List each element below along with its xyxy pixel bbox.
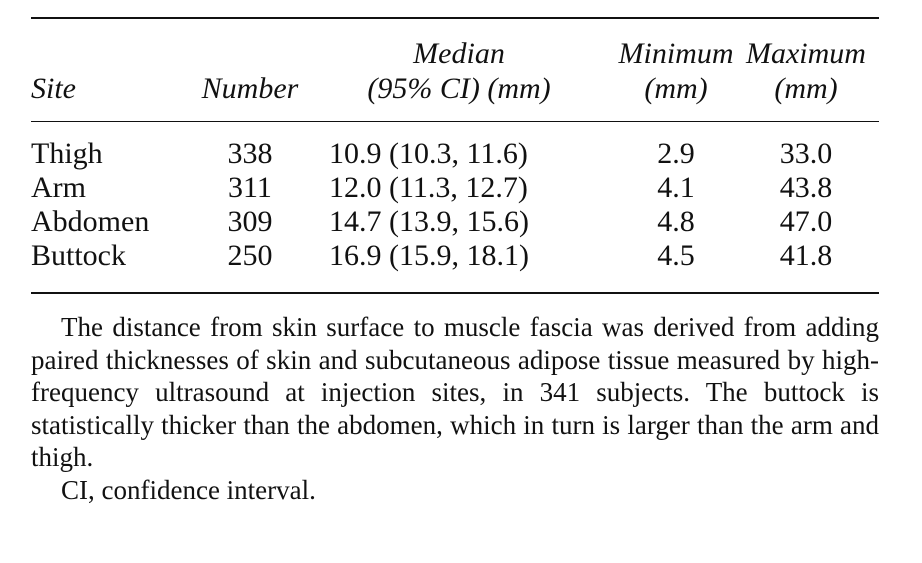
cell-median: 10.9 (10.3, 11.6) <box>329 137 528 170</box>
header-median-line2: (95% CI) (mm) <box>367 72 551 105</box>
header-minimum-line1: Minimum <box>618 37 734 70</box>
header-number: Number <box>201 72 299 105</box>
header-median-line1: Median <box>413 37 505 70</box>
header-maximum-line2: (mm) <box>774 72 838 105</box>
cell-site: Arm <box>31 171 86 204</box>
cell-median: 16.9 (15.9, 18.1) <box>329 239 529 272</box>
header-maximum-line1: Maximum <box>746 37 866 70</box>
cell-site: Thigh <box>31 137 103 170</box>
cell-maximum: 33.0 <box>779 137 833 170</box>
table-header-rule <box>31 121 879 122</box>
footnote-abbreviation: CI, confidence interval. <box>61 474 316 505</box>
cell-site: Buttock <box>31 239 126 272</box>
cell-minimum: 4.1 <box>657 171 695 204</box>
cell-minimum: 2.9 <box>657 137 695 170</box>
header-site: Site <box>31 72 76 105</box>
header-minimum-line2: (mm) <box>644 72 708 105</box>
cell-maximum: 41.8 <box>779 239 833 272</box>
cell-maximum: 43.8 <box>779 171 833 204</box>
cell-median: 12.0 (11.3, 12.7) <box>329 171 528 204</box>
cell-minimum: 4.5 <box>657 239 695 272</box>
cell-minimum: 4.8 <box>657 205 695 238</box>
cell-number: 311 <box>228 171 272 204</box>
cell-number: 338 <box>227 137 273 170</box>
cell-maximum: 47.0 <box>779 205 833 238</box>
cell-site: Abdomen <box>31 205 150 238</box>
table-top-rule <box>31 17 879 19</box>
cell-number: 309 <box>227 205 273 238</box>
cell-median: 14.7 (13.9, 15.6) <box>329 205 529 238</box>
table-bottom-rule <box>31 292 879 294</box>
table-footnote <box>31 311 879 506</box>
cell-number: 250 <box>227 239 273 272</box>
footnote-description: The distance from skin surface to muscle fascia was derived from adding paired thicknesses of skin and subcutaneous adipose tissue measured by high-frequency ultrasound at injection sites, in 341 subjects. The buttock is statistically thicker than the abdomen, which in turn is larger than the arm and thigh. <box>31 312 879 472</box>
